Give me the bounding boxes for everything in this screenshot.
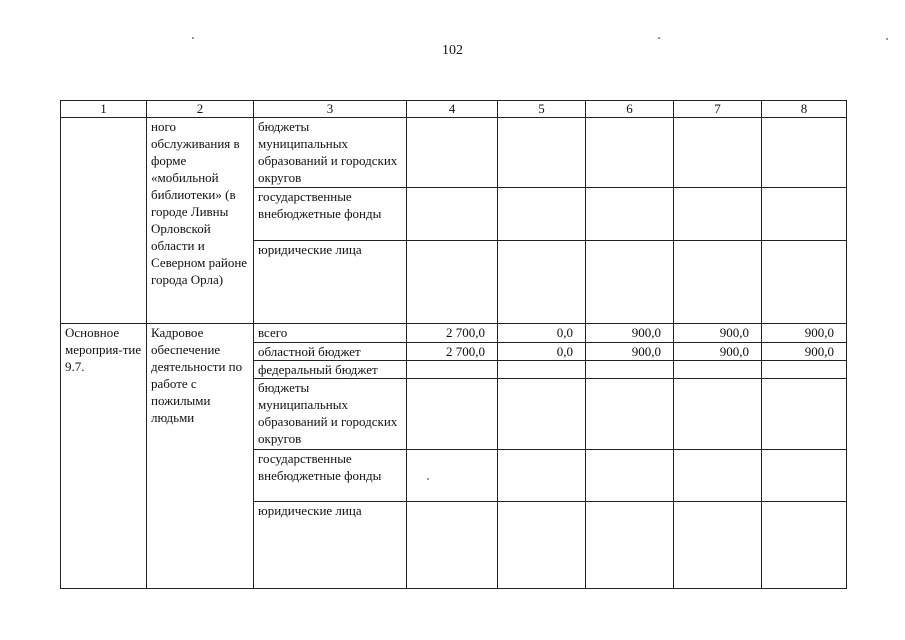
header-cell-8: 8 [762, 101, 847, 118]
source-cell: государственные внебюджетные фонды [254, 450, 407, 502]
value-cell: 2 700,0 [407, 324, 498, 343]
source-cell: юридические лица [254, 502, 407, 589]
value-cell: 0,0 [498, 343, 586, 361]
source-cell: бюджеты муниципальных образований и городских округов [254, 379, 407, 450]
activity-cell [61, 118, 147, 324]
source-cell: юридические лица [254, 241, 407, 324]
table-row [61, 118, 847, 188]
table-row [61, 324, 847, 343]
scan-speck [886, 38, 888, 40]
value-cell: 2 700,0 [407, 343, 498, 361]
value-cell: 900,0 [586, 324, 674, 343]
source-cell: государственные внебюджетные фонды [254, 188, 407, 241]
value-cell: 900,0 [674, 343, 762, 361]
value-cell: 900,0 [586, 343, 674, 361]
source-cell: областной бюджет [254, 343, 407, 361]
scan-speck [427, 478, 429, 480]
source-cell: бюджеты муниципальных образований и городских округов [254, 118, 407, 188]
header-cell-2: 2 [147, 101, 254, 118]
header-cell-5: 5 [498, 101, 586, 118]
budget-table [60, 100, 847, 589]
source-cell: всего [254, 324, 407, 343]
value-cell: 900,0 [762, 324, 847, 343]
value-cell: 900,0 [762, 343, 847, 361]
header-cell-4: 4 [407, 101, 498, 118]
value-cell: 900,0 [674, 324, 762, 343]
header-cell-7: 7 [674, 101, 762, 118]
scan-speck [192, 37, 194, 39]
value-cell: 0,0 [498, 324, 586, 343]
page-number: 102 [442, 43, 463, 58]
header-cell-1: 1 [61, 101, 147, 118]
description-cell: Кадровое обеспечение деятельности по работе с пожилыми людьми [147, 324, 254, 589]
header-cell-6: 6 [586, 101, 674, 118]
header-cell-3: 3 [254, 101, 407, 118]
description-cell: ного обслуживания в форме «мобильной библиотеки» (в городе Ливны Орловской области и Северном районе города Орла) [147, 118, 254, 324]
scan-speck [658, 37, 660, 39]
activity-cell: Основное мероприя-тие 9.7. [61, 324, 147, 589]
source-cell: федеральный бюджет [254, 361, 407, 379]
header-row [61, 101, 847, 118]
